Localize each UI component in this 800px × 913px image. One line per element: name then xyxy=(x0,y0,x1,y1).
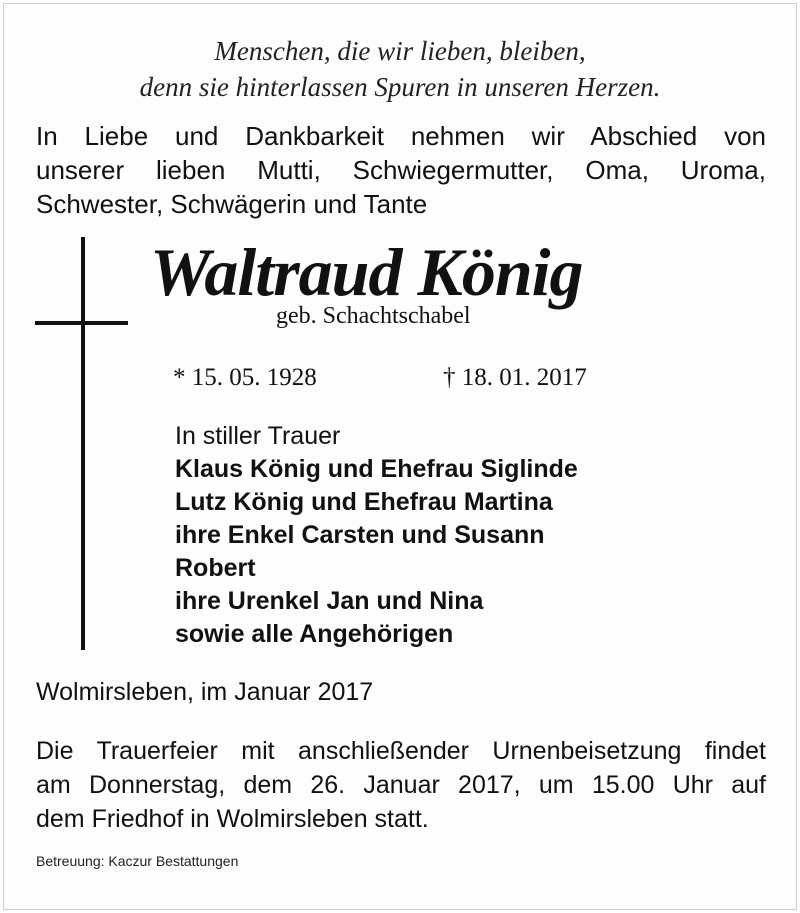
mourner-line: sowie alle Angehörigen xyxy=(175,620,454,648)
service-line-3: dem Friedhof in Wolmirsleben statt. xyxy=(36,805,429,833)
mourner-line: Robert xyxy=(175,554,256,582)
death-date: † 18. 01. 2017 xyxy=(443,364,587,391)
quote-line-1: Menschen, die wir lieben, bleiben, xyxy=(214,36,586,66)
intro-line-3: Schwester, Schwägerin und Tante xyxy=(36,189,428,219)
mourner-line: ihre Enkel Carsten und Susann xyxy=(175,521,545,549)
mourner-line: Klaus König und Ehefrau Siglinde xyxy=(175,455,578,483)
mourner-line: ihre Urenkel Jan und Nina xyxy=(175,587,484,615)
cross-icon xyxy=(81,237,85,650)
birth-date: * 15. 05. 1928 xyxy=(173,364,317,391)
intro-line-1: In Liebe und Dankbarkeit nehmen wir Abschied von xyxy=(36,121,766,151)
mourners-heading: In stiller Trauer xyxy=(175,422,341,450)
service-line-2: am Donnerstag, dem 26. Januar 2017, um 15.00 Uhr auf xyxy=(36,771,766,799)
mourner-line: Lutz König und Ehefrau Martina xyxy=(175,488,553,516)
place-date: Wolmirsleben, im Januar 2017 xyxy=(36,678,374,706)
cross-icon-bar xyxy=(35,321,128,325)
intro-line-2: unserer lieben Mutti, Schwiegermutter, Oma, Uroma, xyxy=(36,155,766,185)
deceased-name: Waltraud König xyxy=(150,234,583,310)
quote-line-2: denn sie hinterlassen Spuren in unseren Herzen. xyxy=(139,72,661,102)
service-line-1: Die Trauerfeier mit anschließender Urnenbeisetzung findet xyxy=(36,737,766,765)
maiden-name: geb. Schachtschabel xyxy=(276,303,471,329)
mourners-block xyxy=(175,420,578,651)
funeral-home-credit: Betreuung: Kaczur Bestattungen xyxy=(36,853,239,869)
